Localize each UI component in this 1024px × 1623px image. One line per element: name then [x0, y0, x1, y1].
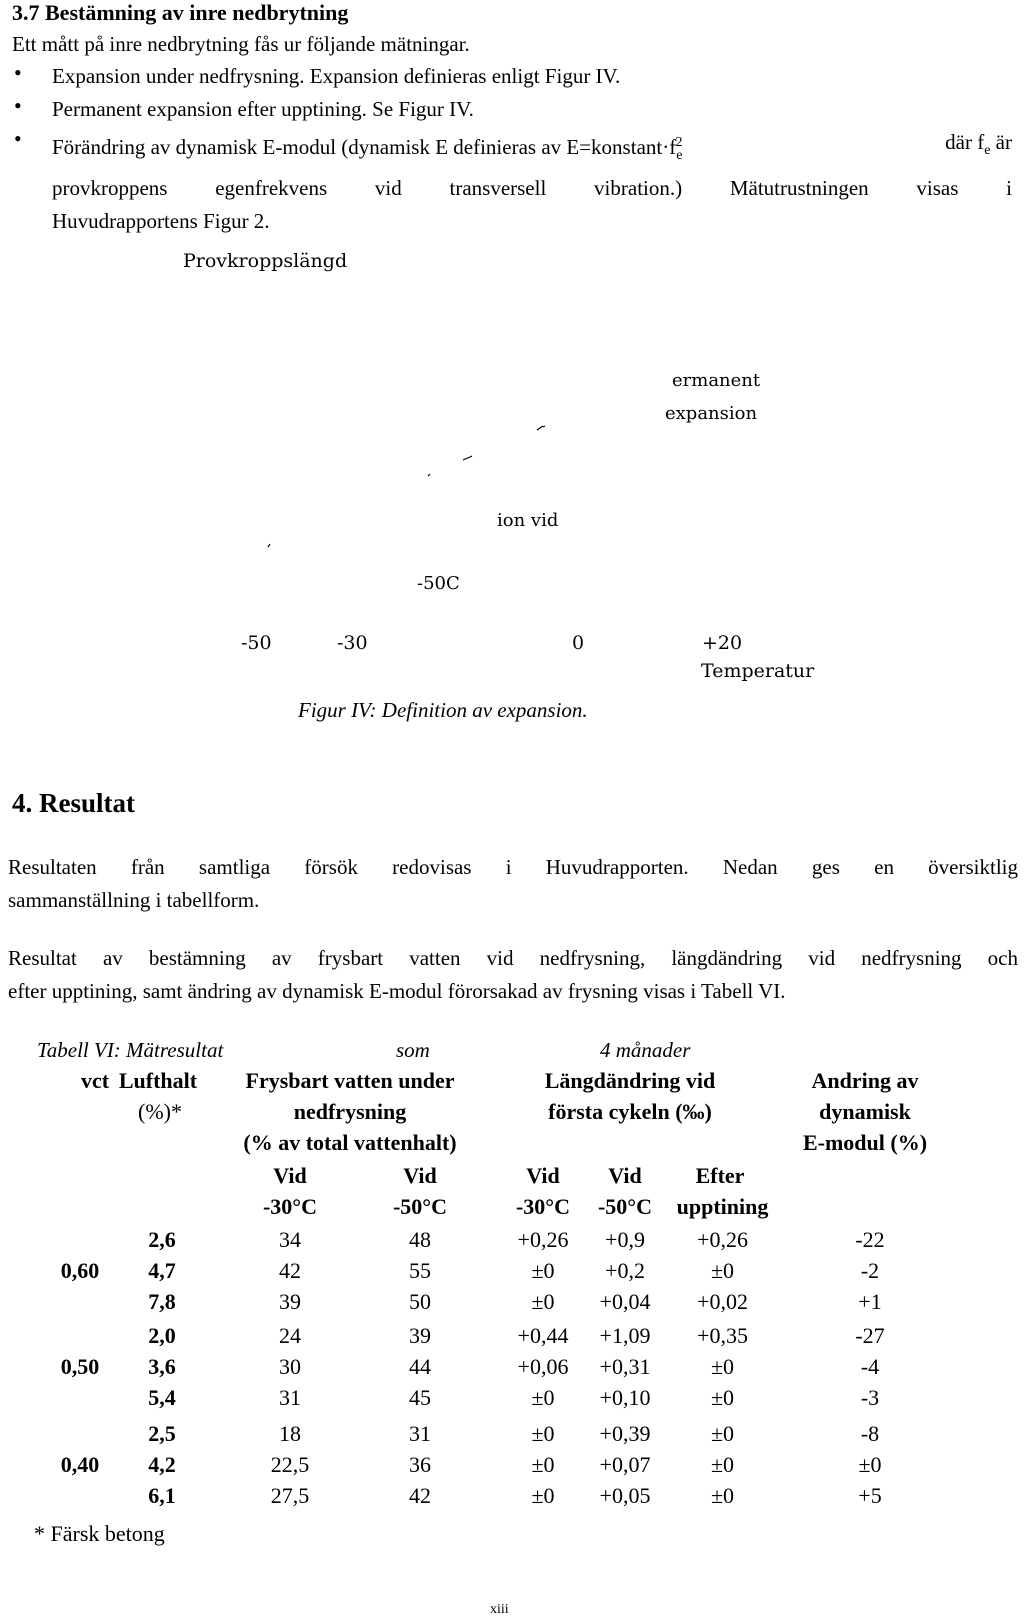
table-cell: 42: [279, 1258, 301, 1283]
table-cell: +0,05: [599, 1483, 651, 1508]
table-cell: ±0: [531, 1483, 555, 1508]
table-cell: 24: [279, 1323, 301, 1348]
bullet-3-line-1: Förändring av dynamisk E-modul (dynamisk E definieras av $E=konstant\cdot f_e^2$: [52, 135, 683, 164]
table-cell: 34: [279, 1227, 301, 1252]
header-upptining: upptining: [676, 1194, 769, 1219]
table-cell: 39: [279, 1289, 301, 1314]
header-vct: vct: [80, 1068, 110, 1093]
table-cell: -27: [855, 1323, 885, 1348]
table-cell: ±0: [710, 1452, 735, 1477]
figure-dash-mark: [268, 544, 270, 547]
figure-tick-m30: -30: [337, 632, 368, 654]
table-cell: -3: [860, 1385, 880, 1410]
header-vid-2: Vid: [403, 1163, 437, 1188]
figure-dash-mark: [537, 426, 543, 430]
table-cell: 18: [279, 1421, 301, 1446]
section-title-3-7: 3.7 Bestämning av inre nedbrytning: [12, 0, 349, 25]
table-cell-lufthalt: 4,7: [148, 1258, 176, 1283]
table-cell-lufthalt: 2,5: [148, 1421, 176, 1446]
table-cell: -8: [860, 1421, 880, 1446]
table-cell-vct: 0,40: [60, 1452, 100, 1477]
figure-marks: [0, 0, 1024, 700]
table-cell: 30: [279, 1354, 301, 1379]
header-andring-2: dynamisk: [819, 1099, 911, 1124]
table-cell: 27,5: [270, 1483, 310, 1508]
table-cell: +0,10: [599, 1385, 651, 1410]
table-cell: +0,04: [599, 1289, 651, 1314]
table-cell: -2: [860, 1258, 880, 1283]
header-vid-3: Vid: [526, 1163, 560, 1188]
figure-label-ion-vid: ion vid: [497, 510, 559, 531]
resultat-para-2-line-2: efter upptining, samt ändring av dynamisk E-modul förorsakad av frysning visas i Tabell VI.: [8, 979, 786, 1003]
figure-label-permanent-1: ermanent: [672, 370, 761, 391]
figure-tick-0: 0: [572, 632, 585, 654]
table-cell-lufthalt: 3,6: [148, 1354, 176, 1379]
table-cell: 36: [409, 1452, 431, 1477]
bullet-dot-icon: •: [14, 126, 22, 151]
figure-tick-m50: -50: [241, 632, 272, 654]
header-m50-2: -50°C: [597, 1194, 652, 1219]
table-cell: +0,02: [697, 1289, 748, 1314]
table-cell-lufthalt: 2,0: [148, 1323, 176, 1348]
table-cell: 22,5: [270, 1452, 310, 1477]
resultat-para-2-line-1: Resultat av bestämning av frysbart vatten vid nedfrysning, längdändring vid nedfrysning och: [8, 946, 1018, 970]
table-cell: ±0: [531, 1289, 555, 1314]
table-cell: ±0: [531, 1258, 555, 1283]
header-frysbart-3: (% av total vattenhalt): [243, 1130, 457, 1155]
figure-dash-mark: [463, 457, 470, 460]
bullet-3-line-3: Huvudrapportens Figur 2.: [52, 209, 270, 234]
table-cell: 48: [409, 1227, 431, 1252]
figure-dash-mark: [543, 426, 545, 427]
header-m30-2: -30°C: [515, 1194, 570, 1219]
table-cell: 45: [409, 1385, 431, 1410]
header-frysbart-1: Frysbart vatten under: [245, 1068, 455, 1093]
table-cell: ±0: [531, 1421, 555, 1446]
table-cell-lufthalt: 4,2: [148, 1452, 176, 1477]
header-langd-1: Längdändring vid: [544, 1068, 716, 1093]
table-cell: +0,26: [517, 1227, 569, 1252]
table-cell: +0,06: [517, 1354, 569, 1379]
table-cell: -4: [860, 1354, 880, 1379]
table-cell-lufthalt: 5,4: [148, 1385, 176, 1410]
resultat-para-1-line-1: Resultaten från samtliga försök redovisas i Huvudrapporten. Nedan ges en översiktlig: [8, 855, 1018, 879]
table-cell: +0,39: [599, 1421, 651, 1446]
figure-tick-p20: +20: [702, 632, 743, 654]
header-vid-1: Vid: [273, 1163, 307, 1188]
header-vid-4: Vid: [608, 1163, 642, 1188]
table-cell: +0,35: [697, 1323, 748, 1348]
table-cell-vct: 0,60: [60, 1258, 100, 1283]
header-lufthalt: Lufthalt: [118, 1068, 198, 1093]
table-cell: ±0: [710, 1258, 735, 1283]
table-caption-c: 4 månader: [600, 1038, 691, 1062]
table-cell: ±0: [710, 1354, 735, 1379]
header-frysbart-2: nedfrysning: [293, 1099, 407, 1124]
table-caption-b: som: [396, 1038, 430, 1062]
table-cell: 42: [409, 1483, 431, 1508]
header-andring-1: Andring av: [811, 1068, 919, 1093]
section-title-4: 4. Resultat: [12, 788, 135, 818]
header-m50-1: -50°C: [392, 1194, 447, 1219]
table-cell-lufthalt: 2,6: [148, 1227, 176, 1252]
table-cell-lufthalt: 6,1: [148, 1483, 176, 1508]
header-efter: Efter: [695, 1163, 745, 1188]
resultat-para-1-line-2: sammanställning i tabellform.: [8, 888, 260, 912]
table-cell-vct: 0,50: [60, 1354, 100, 1379]
figure-label-minus50c: -50C: [417, 573, 460, 594]
bullet-dot-icon: •: [14, 60, 22, 85]
header-m30-1: -30°C: [262, 1194, 317, 1219]
table-cell: +1,09: [599, 1323, 651, 1348]
bullet-3-line-1-tail: där $f_e$ är: [945, 130, 1012, 159]
figure-xlabel: Temperatur: [701, 660, 815, 682]
table-cell-lufthalt: 7,8: [148, 1289, 176, 1314]
bullet-dot-icon: •: [14, 93, 22, 118]
table-cell: 31: [409, 1421, 431, 1446]
table-cell: -22: [855, 1227, 885, 1252]
table-cell: +0,44: [517, 1323, 569, 1348]
table-cell: +0,31: [599, 1354, 651, 1379]
table-cell: +0,07: [599, 1452, 651, 1477]
table-caption-a: Tabell VI: Mätresultat: [37, 1038, 224, 1062]
figure-dash-mark: [428, 474, 430, 476]
figure-ylabel: Provkroppslängd: [183, 250, 348, 272]
table-cell: 50: [409, 1289, 431, 1314]
table-cell: ±0: [531, 1385, 555, 1410]
header-langd-2: första cykeln (‰): [548, 1099, 712, 1124]
table-cell: ±0: [710, 1483, 735, 1508]
table-cell: 44: [409, 1354, 431, 1379]
table-cell: ±0: [531, 1452, 555, 1477]
table-cell: 55: [409, 1258, 431, 1283]
bullet-1: Expansion under nedfrysning. Expansion definieras enligt Figur IV.: [52, 64, 621, 88]
table-cell: 31: [279, 1385, 301, 1410]
figure-label-permanent-2: expansion: [665, 403, 758, 424]
table-cell: +5: [858, 1483, 882, 1508]
figure-dash-mark: [470, 456, 472, 457]
table-cell: 39: [409, 1323, 431, 1348]
intro-text: Ett mått på inre nedbrytning fås ur följande mätningar.: [12, 32, 470, 56]
table-cell: +0,26: [697, 1227, 748, 1252]
header-andring-3: E-modul (%): [802, 1130, 928, 1155]
figure-caption: Figur IV: Definition av expansion.: [298, 698, 588, 722]
bullet-2: Permanent expansion efter upptining. Se Figur IV.: [52, 97, 474, 121]
table-footnote: * Färsk betong: [34, 1521, 165, 1546]
table-cell: +0,2: [605, 1258, 645, 1283]
table-cell: ±0: [710, 1421, 735, 1446]
page-number: xiii: [490, 1602, 509, 1617]
table-cell: +0,9: [605, 1227, 645, 1252]
table-cell: +1: [858, 1289, 882, 1314]
header-lufthalt-unit: (%)*: [138, 1099, 182, 1124]
bullet-3-line-2: provkroppens egenfrekvens vid transversell vibration.) Mätutrustningen visas i: [52, 176, 1012, 201]
table-cell: ±0: [858, 1452, 882, 1477]
table-cell: ±0: [710, 1385, 735, 1410]
